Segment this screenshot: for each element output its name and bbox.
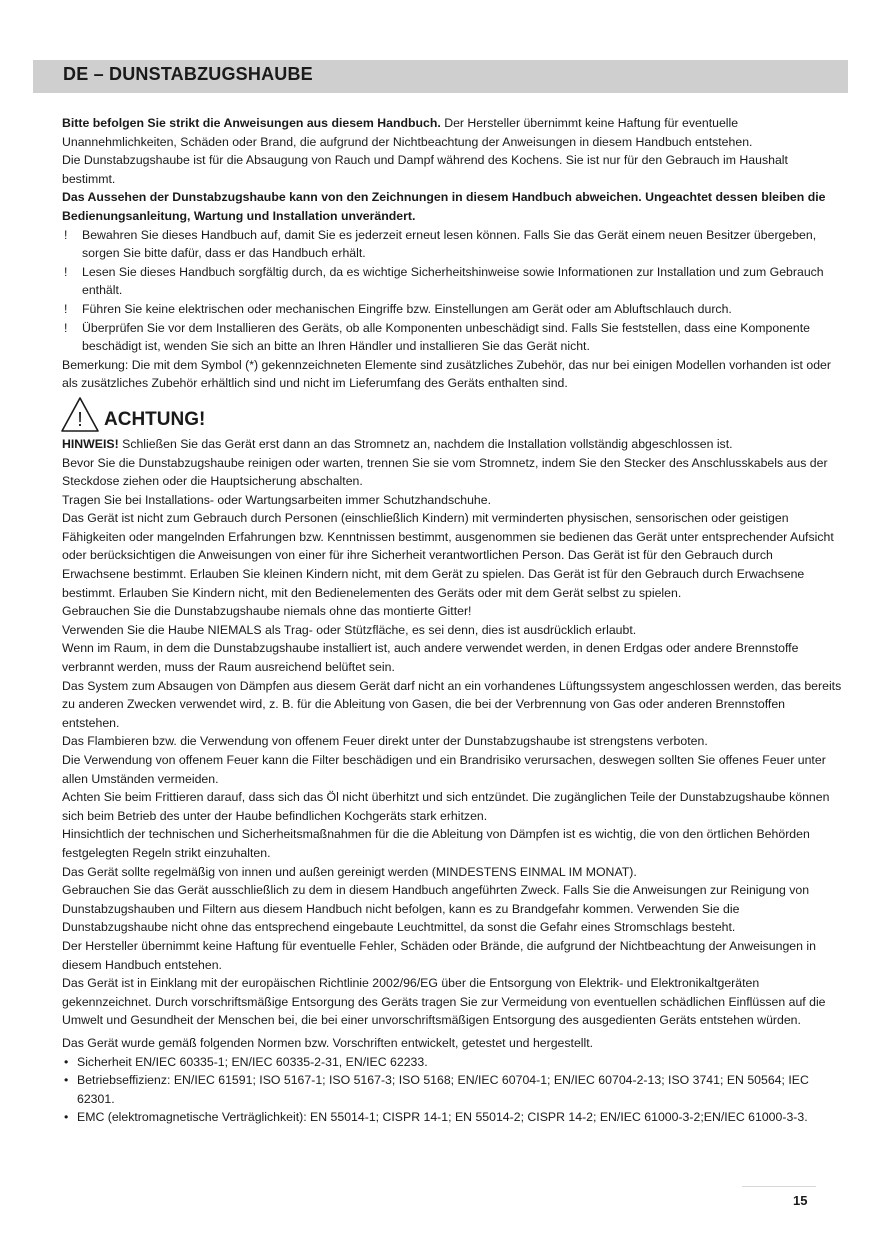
exclamation-icon: !	[64, 301, 68, 316]
warning-symbol: !	[77, 408, 83, 431]
warning-triangle-icon	[60, 396, 100, 434]
warning-heading	[62, 395, 842, 435]
exclamation-icon: !	[64, 264, 68, 279]
section-header-bar	[33, 60, 848, 93]
note-item	[62, 226, 842, 263]
warning-paragraph: Gebrauchen Sie das Gerät ausschließlich zu dem in diesem Handbuch angeführten Zweck. Falls Sie die Anweisungen zur Reinigung von Dunstabzugshauben und Filtern aus diesem Handbuch nicht befolgen, kann es zu Brandgefahr kommen. Verwenden Sie die Dunstabzugshaube nicht ohne das entsprechend eingebaute Leuchtmittel, da sonst die Gefahr eines Stromschlags besteht.	[62, 883, 810, 935]
standards-list-item	[62, 1071, 842, 1108]
exclamation-icon: !	[64, 227, 68, 242]
exclamation-icon: !	[64, 320, 68, 335]
intro-bold-note: Das Aussehen der Dunstabzugshaube kann von den Zeichnungen in diesem Handbuch abweichen. Ungeachtet dessen bleiben die Bedienungsanleitung, Wartung und Installation unverändert.	[62, 190, 826, 223]
standards-text: Betriebseffizienz: EN/IEC 61591; ISO 5167-1; ISO 5167-3; ISO 5168; EN/IEC 60704-1; EN/IEC 60704-2-13; ISO 3741; EN 50564; IEC 62301.	[77, 1073, 809, 1106]
hinweis-paragraph	[62, 435, 842, 454]
note-item	[62, 300, 842, 319]
warning-paragraph: Die Verwendung von offenem Feuer kann die Filter beschädigen und ein Brandrisiko verursachen, deswegen sollten Sie offenes Feuer unter allen Umständen vermeiden.	[62, 753, 826, 786]
standards-list-item	[62, 1108, 842, 1127]
standards-text: Sicherheit EN/IEC 60335-1; EN/IEC 60335-2-31, EN/IEC 62233.	[77, 1054, 428, 1069]
warning-paragraph: Achten Sie beim Frittieren darauf, dass sich das Öl nicht überhitzt und sich entzündet. Die zugänglichen Teile der Dunstabzugshaube können sich beim Betrieb des unter der Haube befindlichen Kochgeräts stark erhitzen.	[62, 790, 830, 823]
warning-paragraph: Bevor Sie die Dunstabzugshaube reinigen oder warten, trennen Sie sie vom Stromnetz, indem Sie den Stecker des Anschlusskabels aus der Steckdose ziehen oder die Hauptsicherung abschalten.	[62, 455, 828, 489]
warning-paragraph: Wenn im Raum, in dem die Dunstabzugshaube installiert ist, auch andere verwendet werden, in denen Erdgas oder andere Brennstoffe verbrannt werden, muss der Raum ausreichend belüftet sein.	[62, 641, 799, 675]
warning-paragraph: Das Gerät sollte regelmäßig von innen und außen gereinigt werden (MINDESTENS EINMAL IM MONAT).	[62, 864, 637, 879]
warning-paragraph: Das System zum Absaugen von Dämpfen aus diesem Gerät darf nicht an ein vorhandenes Lüftungssystem angeschlossen werden, das bereits zu anderen Zwecken verwendet wird, z. B. für die Ableitung von Gasen, die bei der Verbrennung von Gas oder anderen Brennstoffen entstehen.	[62, 678, 842, 730]
remark-paragraph: Bemerkung: Die mit dem Symbol (*) gekennzeichneten Elemente sind zusätzliches Zubehör, das nur bei einigen Modellen vorhanden ist oder als zusätzliches Zubehör erhältlich sind und nicht im Lieferumfang des Geräts enthalten sind.	[62, 357, 831, 391]
warning-paragraph: Das Flambieren bzw. die Verwendung von offenem Feuer direkt unter der Dunstabzugshaube ist strengstens verboten.	[62, 734, 708, 749]
warning-paragraph: Der Hersteller übernimmt keine Haftung für eventuelle Fehler, Schäden oder Brände, die aufgrund der Nichtbeachtung der Anweisungen in diesem Handbuch entstehen.	[62, 938, 816, 972]
bullet-icon: •	[64, 1054, 69, 1069]
document-body	[62, 114, 842, 1127]
hinweis-label: HINWEIS!	[62, 436, 119, 451]
intro-paragraph-2: Die Dunstabzugshaube ist für die Absaugung von Rauch und Dampf während des Kochens. Sie ist nur für den Gebrauch im Haushalt bestimmt.	[62, 153, 788, 186]
warning-paragraph: Gebrauchen Sie die Dunstabzugshaube niemals ohne das montierte Gitter!	[62, 604, 472, 619]
standards-list-item	[62, 1053, 842, 1072]
page-number: 15	[793, 1193, 808, 1208]
intro-bold-lead: Bitte befolgen Sie strikt die Anweisungen aus diesem Handbuch.	[62, 116, 441, 130]
hinweis-text: Schließen Sie das Gerät erst dann an das Stromnetz an, nachdem die Installation vollständig abgeschlossen ist.	[118, 436, 733, 451]
note-text: Führen Sie keine elektrischen oder mechanischen Eingriffe bzw. Einstellungen am Gerät oder am Abluftschlauch durch.	[82, 301, 732, 316]
intro-paragraph-1-text: Der Hersteller übernimmt keine Haftung für eventuelle Unannehmlichkeiten, Schäden oder Brand, die aufgrund der Nichtbeachtung der Anweisungen in diesem Handbuch entstehen.	[62, 116, 753, 149]
warning-paragraph: Das Gerät ist in Einklang mit der europäischen Richtlinie 2002/96/EG über die Entsorgung von Elektrik- und Elektronikaltgeräten gekennzeichnet. Durch vorschriftsmäßige Entsorgung des Geräts tragen Sie zur Vermeidung von eventuellen schädlichen Einflüssen auf die Umwelt und Gesundheit der Menschen bei, die bei einer unvorschriftsmäßigen Entsorgung des ausgedienten Geräts entstehen würden.	[62, 976, 826, 1028]
note-text: Überprüfen Sie vor dem Installieren des Geräts, ob alle Komponenten unbeschädigt sind. Falls Sie feststellen, dass eine Komponente beschädigt ist, wenden Sie sich an bitte an Ihren Händler und installieren Sie das Gerät nicht.	[82, 320, 810, 354]
note-item	[62, 263, 842, 300]
note-text: Lesen Sie dieses Handbuch sorgfältig durch, da es wichtige Sicherheitshinweise sowie Informationen zur Installation und zum Gebrauch enthält.	[82, 264, 824, 298]
intro-appearance-note	[62, 188, 842, 225]
note-item	[62, 319, 842, 356]
warning-paragraph: Verwenden Sie die Haube NIEMALS als Trag- oder Stützfläche, es sei denn, dies ist ausdrücklich erlaubt.	[62, 622, 637, 637]
bullet-icon: •	[64, 1110, 69, 1125]
warning-paragraph: Hinsichtlich der technischen und Sicherheitsmaßnahmen für die die Ableitung von Dämpfen ist es wichtig, die von den örtlichen Behörden festgelegten Regeln strikt einzuhalten.	[62, 827, 810, 860]
standards-text: EMC (elektromagnetische Verträglichkeit): EN 55014-1; CISPR 14-1; EN 55014-2; CISPR 14-2; EN/IEC 61000-3-2;EN/IEC 61000-3-3.	[77, 1110, 808, 1125]
warning-paragraph: Das Gerät ist nicht zum Gebrauch durch Personen (einschließlich Kindern) mit verminderten physischen, sensorischen oder geistigen Fähigkeiten oder mangelnden Erfahrungen bzw. Kenntnissen bestimmt, ausgenommen sie bedienen das Gerät unter entsprechender Aufsicht oder berücksichtigen die Anweisungen von einer für ihre Sicherheit verantwortlichen Person. Das Gerät ist für den Gebrauch durch Erwachsene bestimmt. Erlauben Sie kleinen Kindern nicht, mit dem Gerät zu spielen. Das Gerät ist für den Gebrauch durch Erwachsene bestimmt. Erlauben Sie Kindern nicht, mit den Bedienelementen des Geräts oder mit dem Gerät selbst zu spielen.	[62, 511, 834, 600]
bullet-icon: •	[64, 1073, 69, 1088]
intro-paragraph-1	[62, 114, 842, 151]
footer-divider	[742, 1186, 816, 1187]
warning-title: ACHTUNG!	[104, 408, 206, 430]
note-text: Bewahren Sie dieses Handbuch auf, damit Sie es jederzeit erneut lesen können. Falls Sie das Gerät einem neuen Besitzer übergeben, sorgen Sie bitte dafür, dass er das Handbuch erhält.	[82, 227, 817, 261]
standards-intro: Das Gerät wurde gemäß folgenden Normen bzw. Vorschriften entwickelt, getestet und hergestellt.	[62, 1035, 594, 1050]
page-title: DE – DUNSTABZUGSHAUBE	[63, 64, 313, 84]
warning-paragraph: Tragen Sie bei Installations- oder Wartungsarbeiten immer Schutzhandschuhe.	[62, 492, 492, 507]
